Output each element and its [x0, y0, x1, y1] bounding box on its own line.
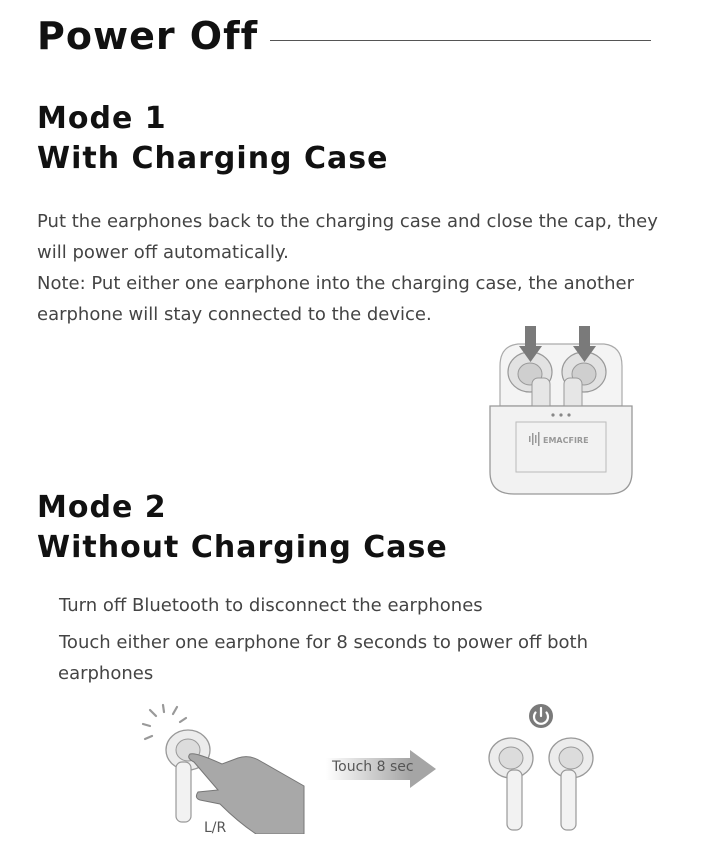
mode2-step-1: Turn off Bluetooth to disconnect the earphones [59, 595, 483, 616]
mode1-heading [37, 99, 388, 179]
side-label: L/R [204, 820, 227, 834]
mode1-paragraph-2: Note: Put either one earphone into the charging case, the another earphone will stay connected to the device. [37, 273, 634, 325]
touch-duration-label: Touch 8 sec [332, 759, 414, 775]
mode1-heading-line1: Mode 1 [37, 101, 167, 136]
page-title: Power Off [37, 14, 259, 58]
mode2-heading [37, 488, 448, 568]
charging-case-illustration [486, 322, 636, 498]
left-earbud [489, 738, 533, 830]
title-divider [270, 40, 651, 41]
mode2-step-2: Touch either one earphone for 8 seconds to power off both earphones [58, 632, 589, 684]
mode2-heading-line2: Without Charging Case [37, 530, 448, 565]
power-icon [529, 704, 553, 728]
touched-earbud [166, 730, 210, 822]
powered-off-earbuds-illustration [484, 700, 604, 834]
right-earbud [549, 738, 593, 830]
mode1-description [37, 206, 687, 330]
case-brand-text: EMACFIRE [543, 436, 589, 445]
touch-earbud-illustration [138, 702, 308, 834]
mode1-paragraph-1: Put the earphones back to the charging case and close the cap, they will power off automatically. [37, 211, 658, 263]
mode2-heading-line1: Mode 2 [37, 490, 167, 525]
mode1-heading-line2: With Charging Case [37, 141, 389, 176]
